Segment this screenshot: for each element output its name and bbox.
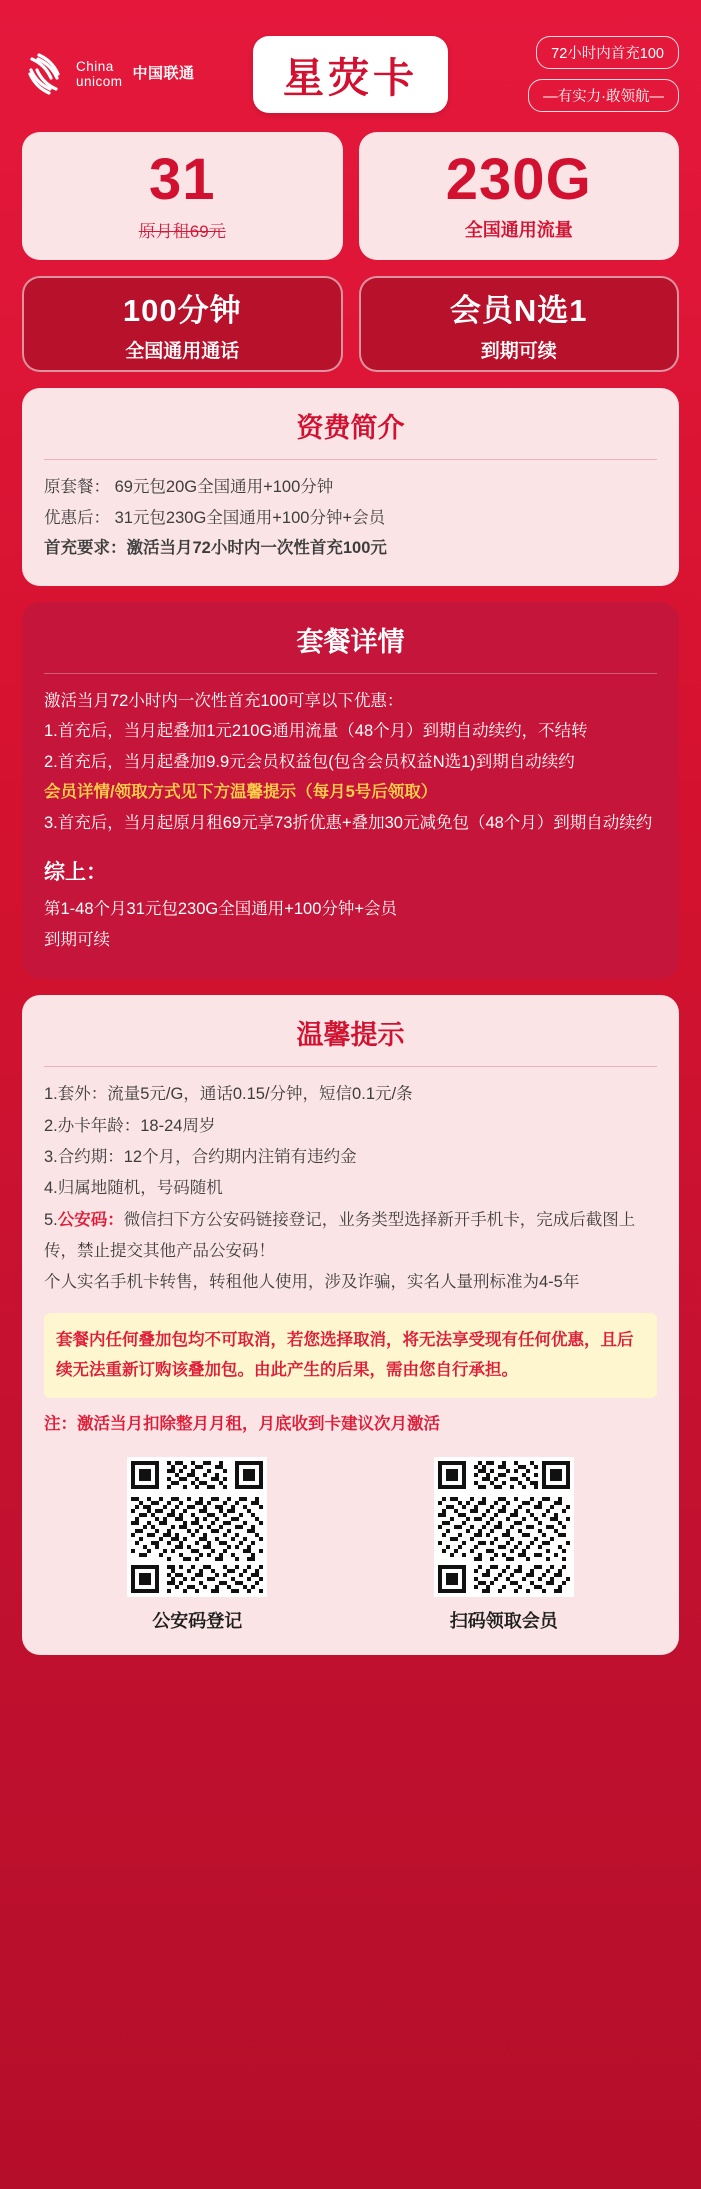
detail-summary-title: 综上：	[44, 861, 107, 885]
tip-5-prefix: 5.	[44, 1210, 58, 1229]
detail-highlight: 会员详情/领取方式见下方温馨提示（每月5号后领取）	[44, 783, 438, 802]
detail-item-1: 1.首充后，当月起叠加1元210G通用流量（48个月）到期自动续约，不结转	[44, 722, 588, 741]
price-card	[22, 132, 343, 260]
intro-section	[22, 388, 679, 586]
detail-summary-line-2: 到期可续	[44, 930, 110, 949]
detail-lead: 激活当月72小时内一次性首充100可享以下优惠：	[44, 691, 404, 710]
detail-summary-line-1: 第1-48个月31元包230G全国通用+100分钟+会员	[44, 900, 398, 919]
brand-cn: 中国联通	[132, 64, 195, 82]
tip-item-public-security	[44, 1205, 657, 1268]
intro-requirement-label: 首充要求：	[44, 539, 127, 558]
public-security-qr-code-icon[interactable]	[127, 1457, 267, 1597]
detail-section	[22, 602, 679, 980]
member-value: 会员N选1	[449, 293, 588, 328]
qr-right[interactable]	[414, 1457, 594, 1633]
tip-item: 2.办卡年龄：18-24周岁	[44, 1116, 216, 1135]
china-unicom-logo-icon	[22, 52, 66, 96]
detail-title: 套餐详情	[296, 626, 405, 657]
tip-item: 4.归属地随机，号码随机	[44, 1179, 223, 1198]
warning-box: 套餐内任何叠加包均不可取消，若您选择取消，将无法享受现有任何优惠，且后续无法重新订购该叠加包。由此产生的后果，需由您自行承担。	[44, 1313, 657, 1398]
detail-item-3: 3.首充后，当月起原月租69元享73折优惠+叠加30元减免包（48个月）到期自动续约	[44, 813, 653, 832]
intro-line-discounted: 优惠后： 31元包230G全国通用+100分钟+会员	[44, 508, 386, 527]
brand-cn-wrap	[133, 66, 195, 83]
member-claim-qr-code-icon[interactable]	[434, 1457, 574, 1597]
brand-en-line1: China	[76, 58, 114, 74]
stat-row-primary	[22, 132, 679, 260]
tip-item: 1.套外：流量5元/G，通话0.15/分钟，短信0.1元/条	[44, 1085, 413, 1104]
stat-row-secondary	[22, 276, 679, 372]
data-label: 全国通用流量	[464, 220, 573, 241]
detail-divider	[44, 673, 657, 674]
qr-right-label: 扫码领取会员	[449, 1611, 558, 1632]
qr-row	[44, 1457, 657, 1633]
intro-divider	[44, 459, 657, 460]
voice-card	[22, 276, 343, 372]
price-value: 31	[148, 146, 216, 212]
tips-divider	[44, 1066, 657, 1067]
brand-text	[76, 59, 123, 89]
header-tags	[489, 36, 679, 112]
tips-title: 温馨提示	[296, 1020, 405, 1051]
tip-5-keyword: 公安码：	[57, 1210, 124, 1229]
tip-item: 3.合约期：12个月，合约期内注销有违约金	[44, 1147, 357, 1166]
intro-title: 资费简介	[296, 413, 405, 443]
page-title: 星荧卡	[253, 36, 448, 113]
voice-label: 全国通用通话	[125, 341, 240, 362]
tip-5-body: 微信扫下方公安码链接登记，业务类型选择新开手机卡，完成后截图上传，禁止提交其他产品公安码！	[44, 1210, 636, 1260]
qr-left-label: 公安码登记	[152, 1611, 243, 1632]
member-label: 到期可续	[480, 341, 557, 362]
poster-header	[22, 26, 679, 122]
voice-value: 100分钟	[122, 293, 242, 328]
data-card	[359, 132, 680, 260]
tips-section	[22, 995, 679, 1655]
tip-item-legal-warning: 个人实名手机卡转售，转租他人使用，涉及诈骗，实名人量刑标准为4-5年	[44, 1273, 580, 1292]
tag-first-recharge: 72小时内首充100	[536, 36, 679, 69]
intro-line-original: 原套餐： 69元包20G全国通用+100分钟	[44, 478, 334, 496]
brand-en-line2: unicom	[76, 74, 123, 89]
brand-logo	[22, 52, 212, 96]
activation-note: 注：激活当月扣除整月月租，月底收到卡建议次月激活	[44, 1414, 440, 1433]
data-value: 230G	[445, 146, 592, 212]
price-original: 原月租69元	[138, 222, 226, 242]
member-card	[359, 276, 680, 372]
intro-line-requirement	[44, 533, 657, 564]
intro-requirement-value: 激活当月72小时内一次性首充100元	[126, 539, 387, 558]
qr-left[interactable]	[107, 1457, 287, 1633]
tag-slogan: —有实力·敢领航—	[528, 79, 679, 112]
detail-item-2: 2.首充后，当月起叠加9.9元会员权益包(包含会员权益N选1)到期自动续约	[44, 752, 575, 771]
